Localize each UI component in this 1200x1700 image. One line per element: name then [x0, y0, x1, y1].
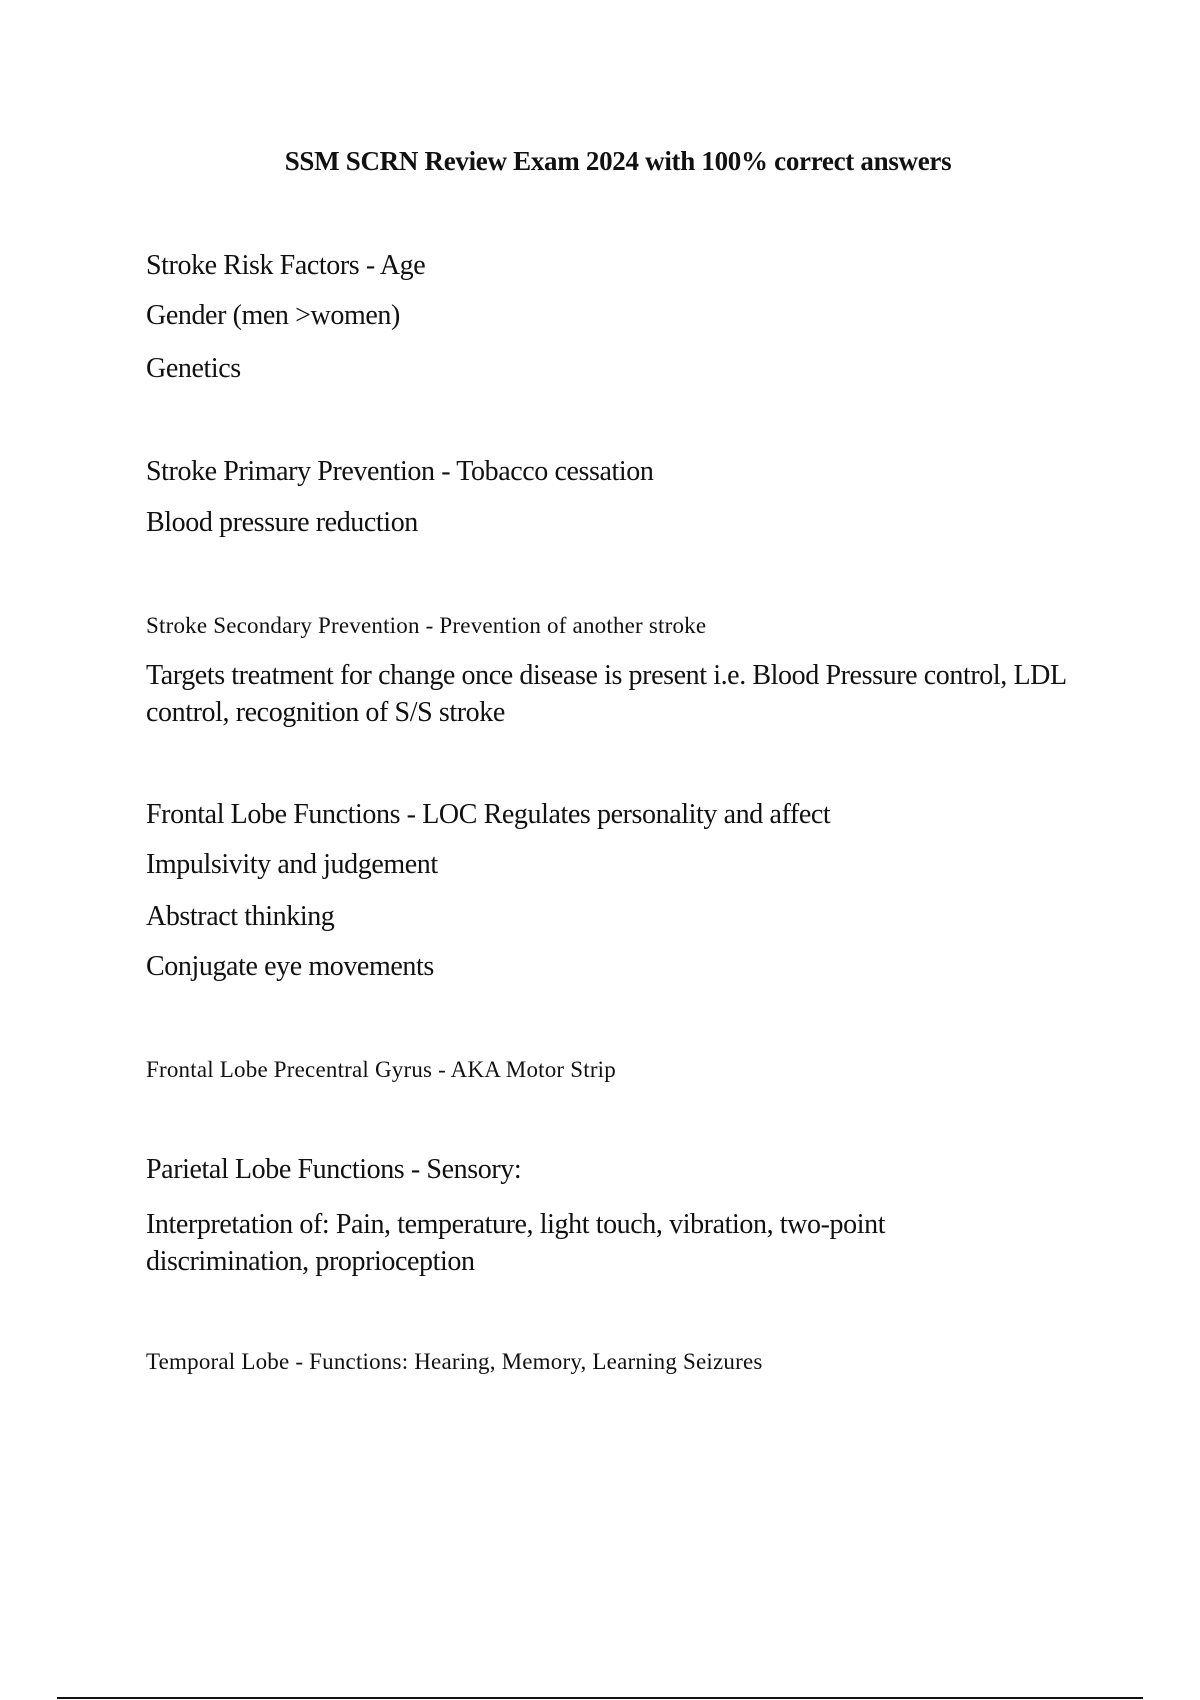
entry-term-temporal-lobe: Temporal Lobe - Functions: Hearing, Memory, Learning Seizures — [146, 1349, 763, 1374]
entry-term-frontal-lobe-functions: Frontal Lobe Functions - LOC Regulates personality and affect — [146, 799, 831, 830]
entry-term-frontal-lobe-precentral-gyrus: Frontal Lobe Precentral Gyrus - AKA Motor Strip — [146, 1057, 616, 1082]
entry-term-stroke-primary-prevention: Stroke Primary Prevention - Tobacco cessation — [146, 456, 654, 487]
entry-term-parietal-lobe-functions: Parietal Lobe Functions - Sensory: — [146, 1154, 522, 1185]
entry-detail: Gender (men >women) — [146, 300, 400, 331]
entry-detail: Genetics — [146, 353, 241, 384]
entry-detail: Interpretation of: Pain, temperature, light touch, vibration, two-point discrimination, proprioception — [146, 1209, 886, 1277]
entry-term-stroke-secondary-prevention: Stroke Secondary Prevention - Prevention of another stroke — [146, 613, 707, 638]
entry-detail: Impulsivity and judgement — [146, 849, 438, 880]
footer-divider — [57, 1697, 1143, 1699]
entry-term-stroke-risk-factors: Stroke Risk Factors - Age — [146, 250, 426, 281]
entry-detail: Conjugate eye movements — [146, 951, 434, 982]
entry-detail: Blood pressure reduction — [146, 507, 418, 538]
entry-detail: Abstract thinking — [146, 901, 335, 932]
entry-detail: Targets treatment for change once disease is present i.e. Blood Pressure control, LDL control, recognition of S/S stroke — [146, 660, 1066, 728]
document-title: SSM SCRN Review Exam 2024 with 100% correct answers — [284, 146, 952, 176]
